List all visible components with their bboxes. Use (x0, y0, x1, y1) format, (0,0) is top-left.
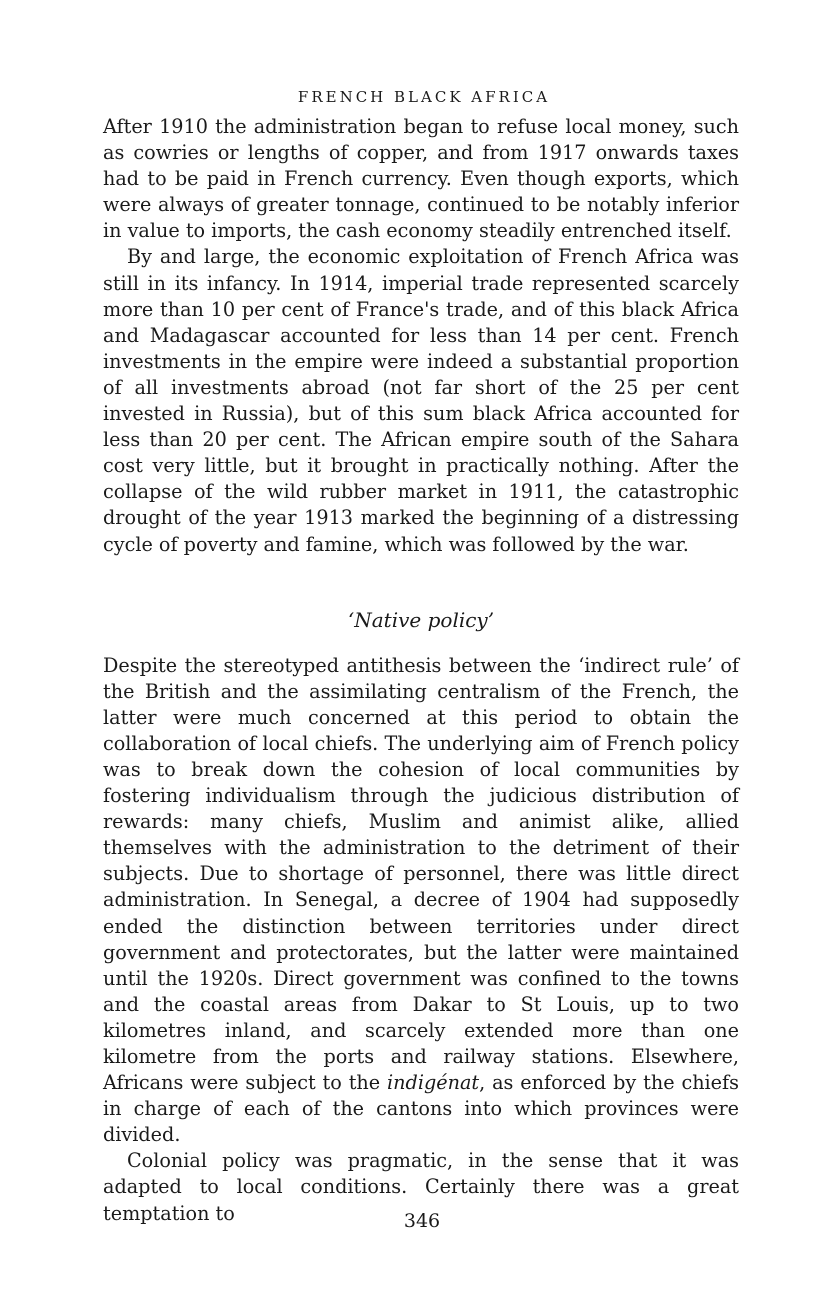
paragraph-native-policy-end: , as enforced by the chiefs in charge of each of the cantons into which provinces were divided. (103, 1071, 739, 1147)
paragraph-currency: After 1910 the administration began to refuse local money, such as cowries or lengths of copper, and from 1917 onwards taxes had to be paid in French currency. Even though exports, which were always of greater tonnage, continued to be notably inferior in value to imports, the cash economy steadily entrenched itself. (103, 115, 739, 243)
paragraph-native-policy (103, 653, 739, 1149)
paragraph-native-policy-text: Despite the stereotyped antithesis between the ‘indirect rule’ of the British and the assimilating centralism of the French, the latter were much concerned at this period to obtain the collaboration of local chiefs. The underlying aim of French policy was to break down the cohesion of local communities by fostering individualism through the judicious distribution of rewards: many chiefs, Muslim and animist alike, allied themselves with the administration to the detriment of their subjects. Due to shortage of personnel, there was little direct administration. In Senegal, a decree of 1904 had supposedly ended the distinction between territories under direct government and protectorates, but the latter were maintained until the 1920s. Direct government was confined to the towns and the coastal areas from Dakar to St Louis, up to two kilometres inland, and scarcely extended more than one kilometre from the ports and railway stations. Elsewhere, Africans were subject to the (103, 653, 739, 1095)
emphasis-term: indigénat (387, 1071, 480, 1095)
paragraph-colonial-policy: Colonial policy was pragmatic, in the sense that it was adapted to local conditions. Certainly there was a great temptation to (103, 1149, 739, 1225)
page-number: 346 (403, 1210, 441, 1232)
page-body (103, 88, 739, 1227)
paragraph-economic-exploitation: By and large, the economic exploitation of French Africa was still in its infancy. In 1914, imperial trade represented scarcely more than 10 per cent of France's trade, and of this black Africa and Madagascar accounted for less than 14 per cent. French investments in the empire were indeed a substantial proportion of all investments abroad (not far short of the 25 per cent invested in Russia), but of this sum black Africa accounted for less than 20 per cent. The African empire south of the Sahara cost very little, but it brought in practically nothing. After the collapse of the wild rubber market in 1911, the catastrophic drought of the year 1913 marked the beginning of a distressing cycle of poverty and famine, which was followed by the war. (103, 245, 739, 556)
section-title: ‘Native policy’ (347, 607, 495, 632)
running-head: FRENCH BLACK AFRICA (297, 88, 551, 106)
